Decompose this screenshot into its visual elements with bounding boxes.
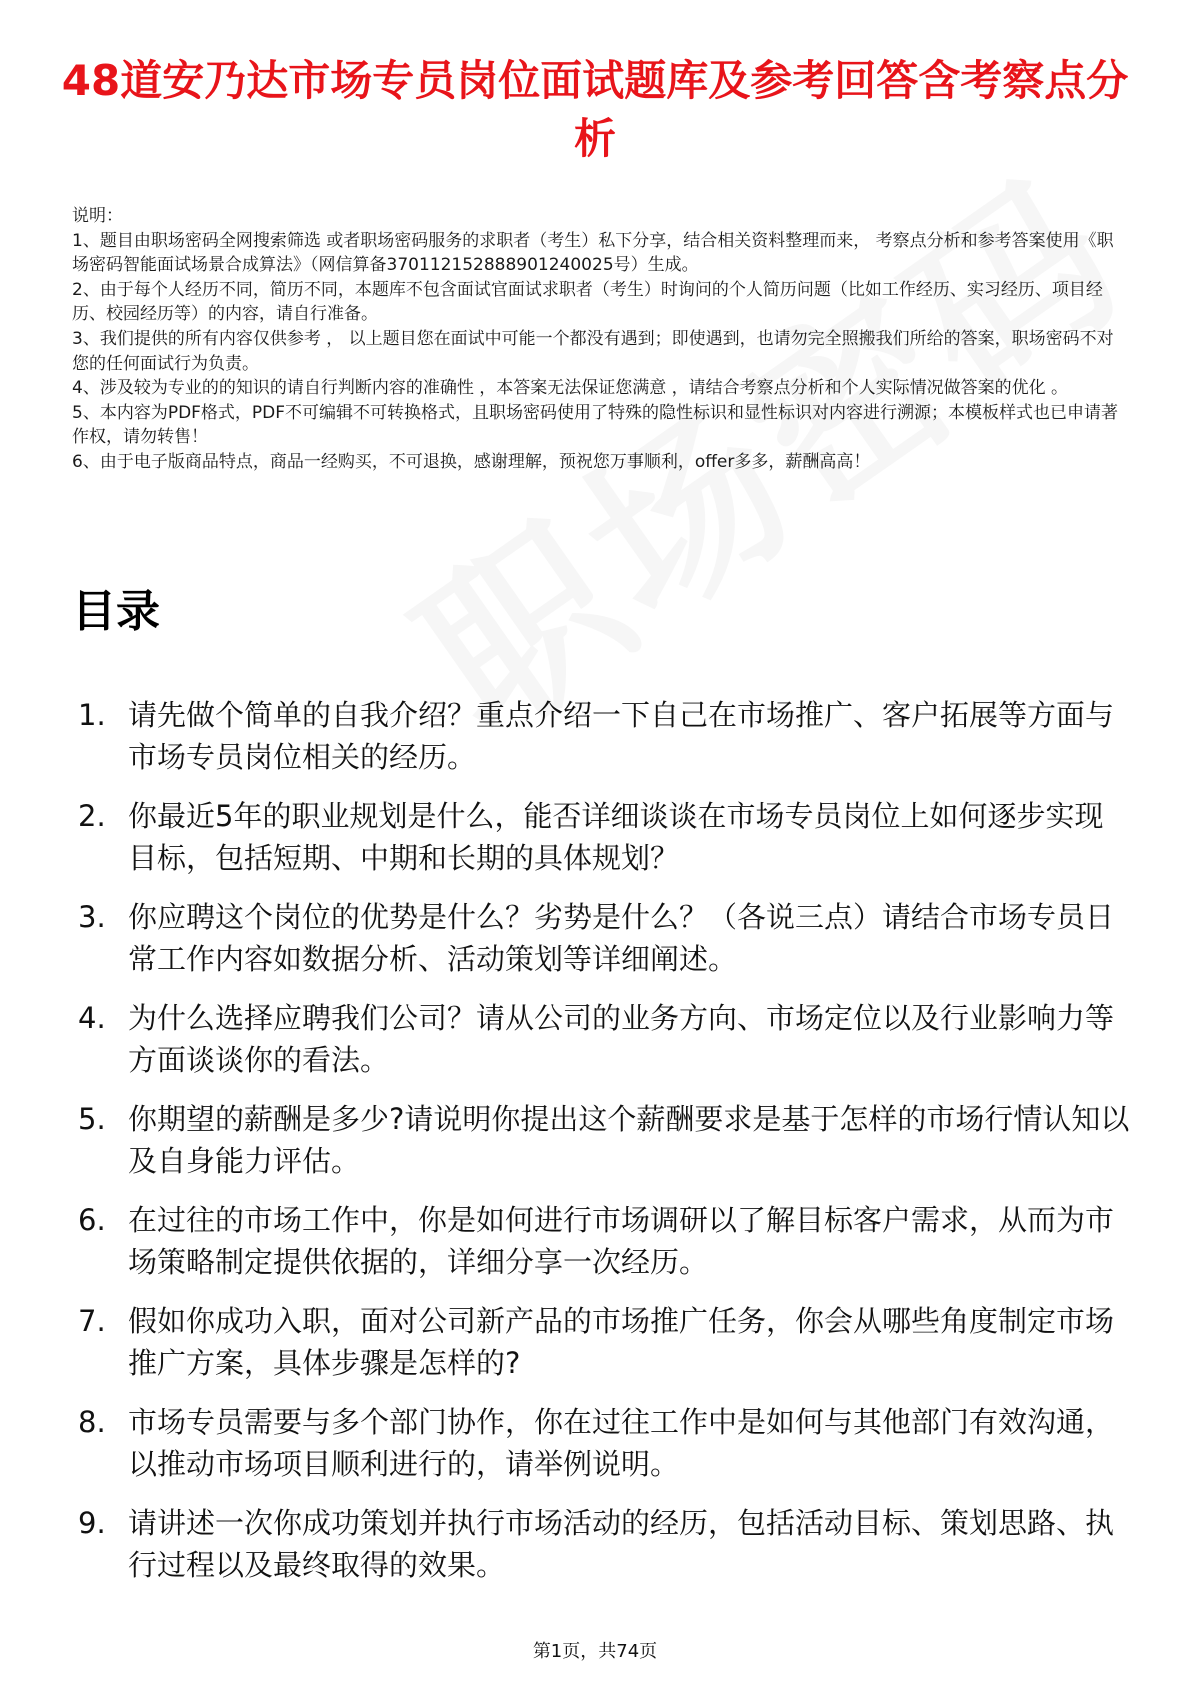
toc-item-text: 为什么选择应聘我们公司？请从公司的业务方向、市场定位以及行业影响力等方面谈谈你的看法。 [128,1001,1115,1077]
toc-item-text: 假如你成功入职，面对公司新产品的市场推广任务，你会从哪些角度制定市场推广方案，具体步骤是怎样的? [128,1304,1115,1380]
toc-item[interactable] [72,695,1132,778]
toc-item-number: 3. [78,900,106,934]
toc-item[interactable] [72,1200,1132,1283]
toc-item-text: 请讲述一次你成功策划并执行市场活动的经历，包括活动目标、策划思路、执行过程以及最终取得的效果。 [128,1506,1115,1582]
toc-item-text: 市场专员需要与多个部门协作，你在过往工作中是如何与其他部门有效沟通，以推动市场项目顺利进行的，请举例说明。 [128,1405,1115,1481]
notes-section [72,204,1120,475]
toc-item-number: 9. [78,1506,106,1540]
toc-item-number: 8. [78,1405,106,1439]
toc-item-number: 4. [78,1001,106,1035]
page-footer: 第1页，共74页 [532,1641,658,1662]
toc-item[interactable] [72,897,1132,980]
note-item: 2、由于每个人经历不同，简历不同，本题库不包含面试官面试求职者（考生）时询问的个人简历问题（比如工作经历、实习经历、项目经历、校园经历等）的内容，请自行准备。 [72,279,1103,325]
toc-item-text: 在过往的市场工作中，你是如何进行市场调研以了解目标客户需求，从而为市场策略制定提供依据的，详细分享一次经历。 [128,1203,1115,1279]
toc-item[interactable] [72,1402,1132,1485]
toc-item-text: 请先做个简单的自我介绍？重点介绍一下自己在市场推广、客户拓展等方面与市场专员岗位相关的经历。 [128,698,1115,774]
note-item: 4、涉及较为专业的的知识的请自行判断内容的准确性 ，本答案无法保证您满意 ，请结合考察点分析和个人实际情况做答案的优化 。 [72,378,1069,399]
toc-heading: 目录 [72,586,160,637]
toc-item-number: 6. [78,1203,106,1237]
toc-item[interactable] [72,796,1132,879]
toc-item-number: 5. [78,1102,106,1136]
toc-item[interactable] [72,1099,1132,1182]
page-title: 48道安乃达市场专员岗位面试题库及参考回答含考察点分析 [61,56,1129,163]
toc-item-number: 7. [78,1304,106,1338]
note-item: 6、由于电子版商品特点，商品一经购买，不可退换，感谢理解，预祝您万事顺利，offer多多，薪酬高高！ [72,451,871,472]
note-item: 1、题目由职场密码全网搜索筛选 或者职场密码服务的求职者（考生）私下分享，结合相关资料整理而来， 考察点分析和参考答案使用《职场密码智能面试场景合成算法》（网信算备370112152888901240025号）生成。 [72,230,1114,276]
toc-item[interactable] [72,998,1132,1081]
toc-item-text: 你应聘这个岗位的优势是什么？劣势是什么？（各说三点）请结合市场专员日常工作内容如数据分析、活动策划等详细阐述。 [128,900,1115,976]
toc-item-number: 1. [78,698,106,732]
toc-list [72,695,1132,1604]
notes-heading: 说明： [72,206,123,226]
toc-item[interactable] [72,1301,1132,1384]
toc-item-text: 你期望的薪酬是多少?请说明你提出这个薪酬要求是基于怎样的市场行情认知以及自身能力评估。 [128,1102,1130,1178]
note-item: 3、我们提供的所有内容仅供参考 ， 以上题目您在面试中可能一个都没有遇到；即使遇到，也请勿完全照搬我们所给的答案，职场密码不对您的任何面试行为负责。 [72,328,1114,374]
note-item: 5、本内容为PDF格式，PDF不可编辑不可转换格式，且职场密码使用了特殊的隐性标识和显性标识对内容进行溯源；本模板样式也已申请著作权，请勿转售！ [72,402,1119,448]
toc-item-text: 你最近5年的职业规划是什么，能否详细谈谈在市场专员岗位上如何逐步实现目标，包括短期、中期和长期的具体规划？ [128,799,1104,875]
toc-item-number: 2. [78,799,106,833]
toc-item[interactable] [72,1503,1132,1586]
